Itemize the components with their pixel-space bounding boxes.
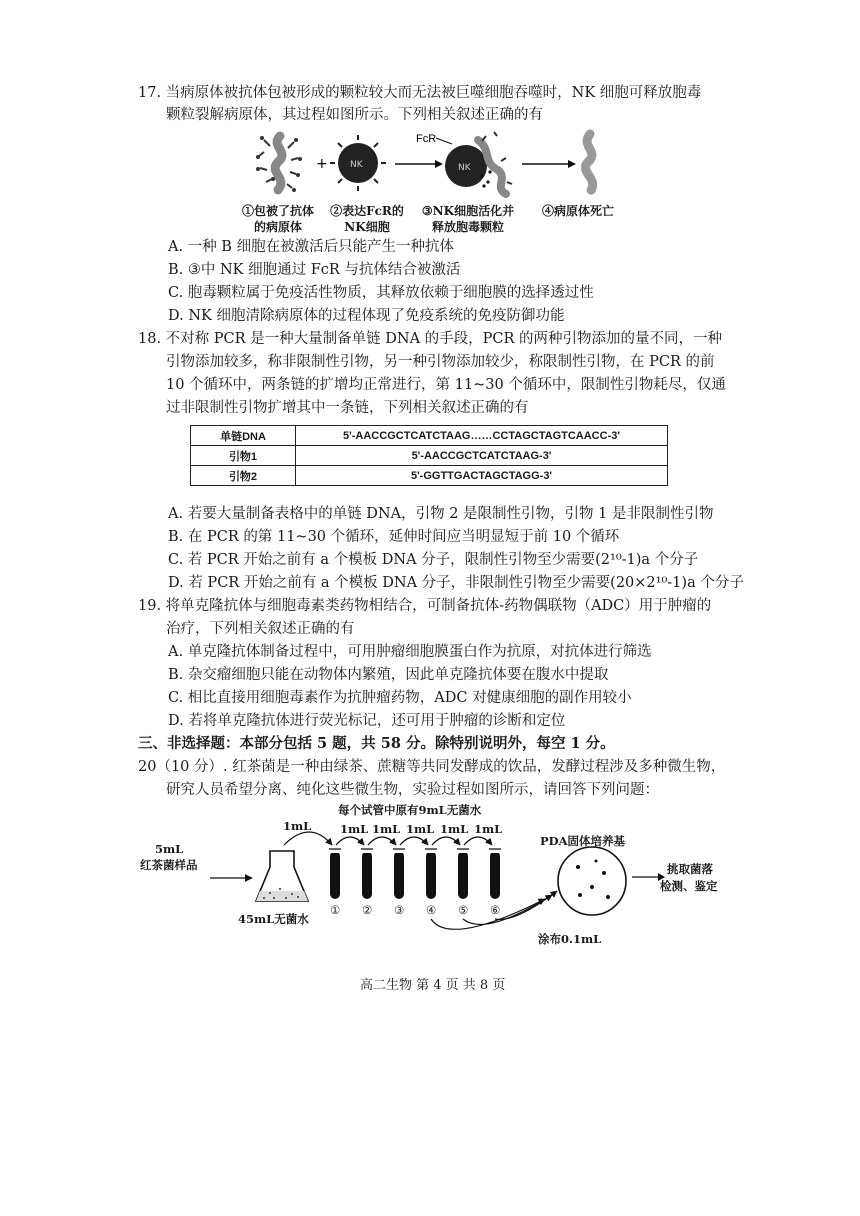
transfer-label: 1mL <box>340 822 369 836</box>
plus-sign: + <box>316 156 328 172</box>
q18-option-a: A. 若要大量制备表格中的单链 DNA，引物 2 是限制性引物，引物 1 是非限制性引物 <box>168 506 714 522</box>
q19-stem-line2: 治疗，下列相关叙述正确的有 <box>166 621 355 637</box>
table-cell: 5'-GGTTGACTAGCTAGG-3' <box>296 466 668 486</box>
sample-volume: 5mL <box>155 842 184 856</box>
q18-option-c: C. 若 PCR 开始之前有 a 个模板 DNA 分子，限制性引物至少需要(2¹⁰-1)a 个分子 <box>168 552 699 568</box>
plate-label: PDA固体培养基 <box>540 834 626 848</box>
fcr-label: FcR <box>416 133 437 145</box>
q18-option-b: B. 在 PCR 的第 11~30 个循环，延伸时间应当明显短于前 10 个循环 <box>168 529 620 545</box>
q17-option-b: B. ③中 NK 细胞通过 FcR 与抗体结合被激活 <box>168 262 461 278</box>
q17-stem-line1: 17. 当病原体被抗体包被形成的颗粒较大而无法被巨噬细胞吞噬时，NK 细胞可释放胞毒 <box>138 85 702 101</box>
q18-stem-line2: 引物添加较多，称非限制性引物，另一种引物添加较少，称限制性引物，在 PCR 的前 <box>166 354 715 370</box>
tube-number: ② <box>362 903 373 917</box>
q17-option-d: D. NK 细胞清除病原体的过程体现了免疫系统的免疫防御功能 <box>168 308 565 324</box>
petri-dish-icon <box>558 847 626 915</box>
q19-option-c: C. 相比直接用细胞毒素作为抗肿瘤药物，ADC 对健康细胞的副作用较小 <box>168 690 632 706</box>
flask-icon <box>256 851 308 901</box>
caption-4: ④病原体死亡 <box>541 204 614 218</box>
nk-cell-icon <box>330 135 386 191</box>
q17-option-c: C. 胞毒颗粒属于免疫活性物质，其释放依赖于细胞膜的选择透过性 <box>168 285 594 301</box>
table-row <box>191 466 668 486</box>
q18-stem-line4: 过非限制性引物扩增其中一条链，下列相关叙述正确的有 <box>166 400 529 416</box>
sample-label: 红茶菌样品 <box>140 858 198 872</box>
q19-option-d: D. 若将单克隆抗体进行荧光标记，还可用于肿瘤的诊断和定位 <box>168 713 566 729</box>
transfer-label: 1mL <box>372 822 401 836</box>
sequence-table <box>190 425 668 486</box>
q17-stem-line2: 颗粒裂解病原体，其过程如图所示。下列相关叙述正确的有 <box>166 107 543 123</box>
q20-stem-line1: 20（10 分）. 红茶菌是一种由绿茶、蔗糖等共同发酵成的饮品，发酵过程涉及多种微生物， <box>138 759 726 775</box>
activated-nk-cell-icon <box>416 132 512 194</box>
q17-immune-figure <box>250 128 670 198</box>
caption-3: ③NK细胞活化并 释放胞毒颗粒 <box>421 204 515 234</box>
arrow-icon <box>630 870 666 884</box>
q19-stem-line1: 19. 将单克隆抗体与细胞毒素类药物相结合，可制备抗体-药物偶联物（ADC）用于肿瘤的 <box>138 598 712 614</box>
q18-stem-line3: 10 个循环中，两条链的扩增均正常进行，第 11~30 个循环中，限制性引物耗尽，仅通 <box>166 377 726 393</box>
table-cell: 引物2 <box>191 466 296 486</box>
dilution-diagram <box>200 815 660 955</box>
tube-number: ⑤ <box>458 903 469 917</box>
q18-option-d: D. 若 PCR 开始之前有 a 个模板 DNA 分子，非限制性引物至少需要(20×2¹⁰-1)a 个分子 <box>168 575 744 591</box>
q18-stem-line1: 18. 不对称 PCR 是一种大量制备单链 DNA 的手段，PCR 的两种引物添加的量不同，一种 <box>138 331 723 347</box>
result-line1: 挑取菌落 <box>667 862 713 876</box>
caption-1: ①包被了抗体 的病原体 <box>241 204 314 234</box>
transfer-label: 1mL <box>406 822 435 836</box>
tube-number: ④ <box>426 903 437 917</box>
section-3-heading: 三、非选择题：本部分包括 5 题，共 58 分。除特别说明外，每空 1 分。 <box>138 735 615 752</box>
dead-pathogen-icon <box>585 134 592 192</box>
svg-text:NK: NK <box>458 163 471 173</box>
q17-option-a: A. 一种 B 细胞在被激活后只能产生一种抗体 <box>168 239 455 255</box>
spread-label: 涂布0.1mL <box>538 932 602 946</box>
transfer-label: 1mL <box>283 819 312 833</box>
tube-number: ① <box>330 903 341 917</box>
tube-water-note: 每个试管中原有9mL无菌水 <box>338 803 482 817</box>
table-cell: 5'-AACCGCTCATCTAAG……CCTAGCTAGTCAACC-3' <box>296 426 668 446</box>
table-cell: 单链DNA <box>191 426 296 446</box>
page-footer: 高二生物 第 4 页 共 8 页 <box>360 978 506 993</box>
transfer-label: 1mL <box>474 822 503 836</box>
q19-option-b: B. 杂交瘤细胞只能在动物体内繁殖，因此单克隆抗体要在腹水中提取 <box>168 667 609 683</box>
result-line2: 检测、鉴定 <box>660 879 718 893</box>
transfer-label: 1mL <box>440 822 469 836</box>
antibody-coated-pathogen-icon <box>256 136 302 192</box>
test-tube-icon <box>328 849 502 899</box>
tube-number: ③ <box>394 903 405 917</box>
caption-2: ②表达FcR的 NK细胞 <box>330 204 404 234</box>
q20-stem-line2: 研究人员希望分离、纯化这些微生物，实验过程如图所示，请回答下列问题： <box>166 782 659 798</box>
table-row <box>191 446 668 466</box>
svg-text:NK: NK <box>350 160 363 170</box>
table-row <box>191 426 668 446</box>
q19-option-a: A. 单克隆抗体制备过程中，可用肿瘤细胞膜蛋白作为抗原，对抗体进行筛选 <box>168 644 652 660</box>
table-cell: 5'-AACCGCTCATCTAAG-3' <box>296 446 668 466</box>
table-cell: 引物1 <box>191 446 296 466</box>
flask-label: 45mL无菌水 <box>238 912 309 926</box>
tube-number: ⑥ <box>490 903 501 917</box>
